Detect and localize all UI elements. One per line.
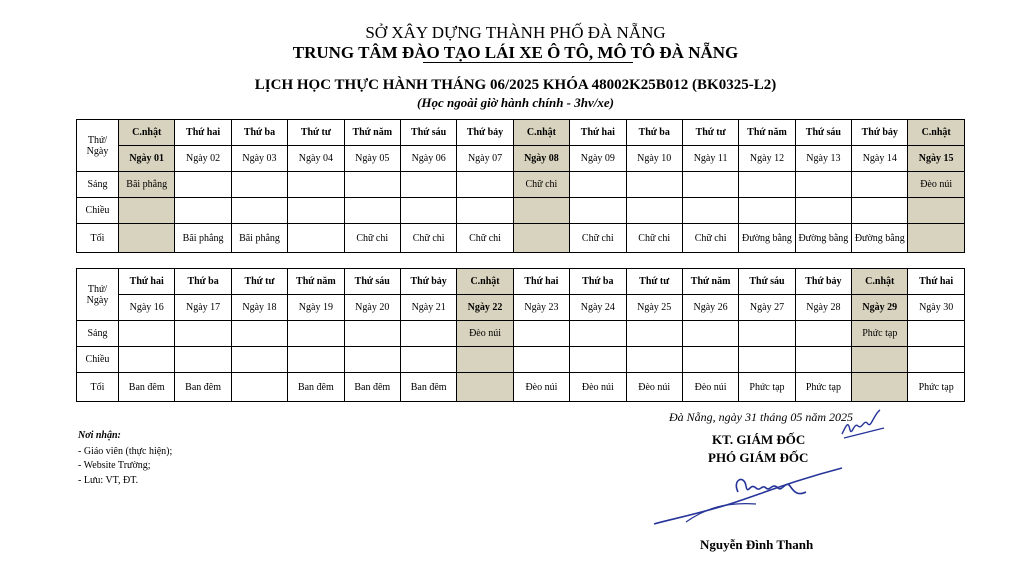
weekday-cell: Thứ ba xyxy=(175,269,231,295)
session-cell-morning xyxy=(795,321,851,347)
date-cell: Ngày 19 xyxy=(288,295,344,321)
session-cell-morning xyxy=(682,321,738,347)
session-label-evening: Tối xyxy=(77,224,119,253)
weekday-cell: Thứ ba xyxy=(626,120,682,146)
session-cell-evening: Chữ chi xyxy=(344,224,400,253)
date-cell: Ngày 24 xyxy=(570,295,626,321)
session-cell-afternoon xyxy=(175,347,231,373)
date-cell: Ngày 26 xyxy=(682,295,738,321)
session-cell-evening xyxy=(119,224,175,253)
session-cell-afternoon xyxy=(570,198,626,224)
session-cell-evening: Bãi phẳng xyxy=(175,224,231,253)
date-cell: Ngày 07 xyxy=(457,146,513,172)
weekday-cell: C.nhật xyxy=(513,120,569,146)
session-cell-afternoon xyxy=(457,347,513,373)
session-cell-afternoon xyxy=(682,198,738,224)
department-name: SỞ XÂY DỰNG THÀNH PHỐ ĐÀ NẴNG xyxy=(365,23,666,42)
session-cell-evening: Đèo núi xyxy=(626,373,682,402)
session-cell-morning xyxy=(682,172,738,198)
date-cell: Ngày 27 xyxy=(739,295,795,321)
schedule-table-2 xyxy=(76,268,965,402)
session-cell-afternoon xyxy=(288,198,344,224)
day-header-label: Thứ/ Ngày xyxy=(77,120,119,172)
weekday-cell: Thứ hai xyxy=(570,120,626,146)
date-cell: Ngày 18 xyxy=(231,295,287,321)
date-cell: Ngày 11 xyxy=(682,146,738,172)
place-date: Đà Nẵng, ngày 31 tháng 05 năm 2025 xyxy=(669,410,853,424)
weekday-cell: Thứ sáu xyxy=(739,269,795,295)
session-cell-afternoon xyxy=(626,198,682,224)
date-cell: Ngày 08 xyxy=(513,146,569,172)
signer-position-1: KT. GIÁM ĐỐC xyxy=(712,432,806,447)
date-cell: Ngày 09 xyxy=(570,146,626,172)
session-cell-afternoon xyxy=(344,198,400,224)
session-cell-afternoon xyxy=(739,198,795,224)
session-cell-evening: Phức tạp xyxy=(739,373,795,402)
session-cell-morning xyxy=(852,172,908,198)
session-cell-morning xyxy=(344,321,400,347)
session-label-afternoon: Chiều xyxy=(77,198,119,224)
session-cell-afternoon xyxy=(457,198,513,224)
session-label-morning: Sáng xyxy=(77,172,119,198)
session-cell-evening: Ban đêm xyxy=(344,373,400,402)
date-cell: Ngày 02 xyxy=(175,146,231,172)
session-cell-afternoon xyxy=(908,198,964,224)
weekday-cell: Thứ tư xyxy=(231,269,287,295)
session-cell-morning xyxy=(513,321,569,347)
session-cell-evening: Ban đêm xyxy=(175,373,231,402)
center-name: TRUNG TÂM ĐÀO TẠO LÁI XE Ô TÔ, MÔ TÔ ĐÀ NẴNG xyxy=(292,43,739,62)
header-underline xyxy=(423,62,633,63)
weekday-cell: C.nhật xyxy=(908,120,964,146)
recipient-item: - Lưu: VT, ĐT. xyxy=(78,475,139,486)
date-cell: Ngày 14 xyxy=(852,146,908,172)
session-label-afternoon: Chiều xyxy=(77,347,119,373)
session-cell-morning xyxy=(288,172,344,198)
weekday-cell: Thứ năm xyxy=(288,269,344,295)
date-cell: Ngày 05 xyxy=(344,146,400,172)
weekday-cell: Thứ bảy xyxy=(795,269,851,295)
session-cell-morning xyxy=(795,172,851,198)
session-cell-morning xyxy=(457,172,513,198)
session-cell-evening xyxy=(288,224,344,253)
session-cell-morning: Đèo núi xyxy=(908,172,964,198)
date-cell: Ngày 25 xyxy=(626,295,682,321)
date-cell: Ngày 28 xyxy=(795,295,851,321)
date-cell: Ngày 01 xyxy=(119,146,175,172)
session-label-evening: Tối xyxy=(77,373,119,402)
date-cell: Ngày 04 xyxy=(288,146,344,172)
session-cell-evening: Chữ chi xyxy=(400,224,456,253)
weekday-cell: Thứ bảy xyxy=(400,269,456,295)
session-cell-afternoon xyxy=(626,347,682,373)
session-cell-morning: Bãi phẳng xyxy=(119,172,175,198)
date-cell: Ngày 10 xyxy=(626,146,682,172)
session-cell-evening xyxy=(513,224,569,253)
session-cell-afternoon xyxy=(795,198,851,224)
weekday-cell: Thứ bảy xyxy=(457,120,513,146)
session-label-morning: Sáng xyxy=(77,321,119,347)
session-cell-morning xyxy=(231,321,287,347)
session-cell-afternoon xyxy=(852,347,908,373)
weekday-cell: Thứ sáu xyxy=(344,269,400,295)
session-cell-evening: Chữ chi xyxy=(457,224,513,253)
session-cell-evening: Chữ chi xyxy=(626,224,682,253)
session-cell-evening: Phức tạp xyxy=(908,373,964,402)
schedule-subtitle: (Học ngoài giờ hành chính - 3hv/xe) xyxy=(417,95,614,110)
session-cell-morning xyxy=(344,172,400,198)
session-cell-afternoon xyxy=(288,347,344,373)
session-cell-morning xyxy=(231,172,287,198)
weekday-cell: Thứ ba xyxy=(231,120,287,146)
date-cell: Ngày 20 xyxy=(344,295,400,321)
session-cell-morning xyxy=(739,321,795,347)
initials-mark xyxy=(838,408,888,442)
recipient-item: - Giáo viên (thực hiện); xyxy=(78,446,173,457)
date-cell: Ngày 06 xyxy=(400,146,456,172)
session-cell-evening: Đèo núi xyxy=(682,373,738,402)
session-cell-evening: Phức tạp xyxy=(795,373,851,402)
session-cell-afternoon xyxy=(231,198,287,224)
session-cell-evening: Đường bằng xyxy=(795,224,851,253)
date-cell: Ngày 13 xyxy=(795,146,851,172)
session-cell-morning xyxy=(175,172,231,198)
session-cell-morning xyxy=(119,321,175,347)
date-cell: Ngày 03 xyxy=(231,146,287,172)
session-cell-morning xyxy=(908,321,964,347)
session-cell-morning xyxy=(570,321,626,347)
date-cell: Ngày 17 xyxy=(175,295,231,321)
weekday-cell: Thứ hai xyxy=(908,269,964,295)
session-cell-afternoon xyxy=(175,198,231,224)
session-cell-morning xyxy=(626,172,682,198)
recipients-title: Nơi nhận: xyxy=(78,430,121,441)
session-cell-evening xyxy=(231,373,287,402)
weekday-cell: C.nhật xyxy=(457,269,513,295)
session-cell-afternoon xyxy=(344,347,400,373)
session-cell-morning: Chữ chi xyxy=(513,172,569,198)
session-cell-evening: Chữ chi xyxy=(682,224,738,253)
session-cell-afternoon xyxy=(795,347,851,373)
date-cell: Ngày 12 xyxy=(739,146,795,172)
session-cell-morning xyxy=(400,321,456,347)
weekday-cell: Thứ sáu xyxy=(795,120,851,146)
date-cell: Ngày 23 xyxy=(513,295,569,321)
session-cell-evening: Đèo núi xyxy=(513,373,569,402)
weekday-cell: C.nhật xyxy=(119,120,175,146)
weekday-cell: Thứ hai xyxy=(513,269,569,295)
weekday-cell: Thứ năm xyxy=(739,120,795,146)
date-cell: Ngày 15 xyxy=(908,146,964,172)
session-cell-morning: Phức tạp xyxy=(852,321,908,347)
session-cell-afternoon xyxy=(739,347,795,373)
session-cell-evening: Đường bằng xyxy=(852,224,908,253)
signer-position-2: PHÓ GIÁM ĐỐC xyxy=(708,450,809,465)
session-cell-morning xyxy=(626,321,682,347)
weekday-cell: Thứ hai xyxy=(119,269,175,295)
signature-mark xyxy=(646,462,852,534)
session-cell-morning xyxy=(288,321,344,347)
session-cell-afternoon xyxy=(513,347,569,373)
session-cell-evening xyxy=(457,373,513,402)
session-cell-evening: Đèo núi xyxy=(570,373,626,402)
session-cell-morning xyxy=(175,321,231,347)
date-cell: Ngày 16 xyxy=(119,295,175,321)
schedule-table-1 xyxy=(76,119,965,253)
session-cell-evening: Chữ chi xyxy=(570,224,626,253)
weekday-cell: Thứ sáu xyxy=(400,120,456,146)
session-cell-afternoon xyxy=(400,347,456,373)
session-cell-afternoon xyxy=(852,198,908,224)
session-cell-evening xyxy=(852,373,908,402)
session-cell-afternoon xyxy=(119,347,175,373)
date-cell: Ngày 30 xyxy=(908,295,964,321)
session-cell-afternoon xyxy=(570,347,626,373)
date-cell: Ngày 21 xyxy=(400,295,456,321)
session-cell-evening: Đường bằng xyxy=(739,224,795,253)
session-cell-evening: Ban đêm xyxy=(119,373,175,402)
session-cell-afternoon xyxy=(119,198,175,224)
weekday-cell: Thứ tư xyxy=(682,120,738,146)
signer-name: Nguyễn Đình Thanh xyxy=(700,537,814,552)
weekday-cell: Thứ tư xyxy=(288,120,344,146)
session-cell-afternoon xyxy=(231,347,287,373)
weekday-cell: Thứ năm xyxy=(344,120,400,146)
session-cell-afternoon xyxy=(400,198,456,224)
date-cell: Ngày 22 xyxy=(457,295,513,321)
session-cell-evening: Bãi phẳng xyxy=(231,224,287,253)
weekday-cell: Thứ bảy xyxy=(852,120,908,146)
session-cell-morning xyxy=(400,172,456,198)
session-cell-afternoon xyxy=(908,347,964,373)
session-cell-morning xyxy=(570,172,626,198)
day-header-label: Thứ/ Ngày xyxy=(77,269,119,321)
schedule-title: LỊCH HỌC THỰC HÀNH THÁNG 06/2025 KHÓA 48002K25B012 (BK0325-L2) xyxy=(254,77,777,93)
session-cell-afternoon xyxy=(682,347,738,373)
session-cell-evening: Ban đêm xyxy=(288,373,344,402)
session-cell-morning: Đèo núi xyxy=(457,321,513,347)
session-cell-morning xyxy=(739,172,795,198)
recipient-item: - Website Trường; xyxy=(78,460,151,471)
session-cell-afternoon xyxy=(513,198,569,224)
session-cell-evening: Ban đêm xyxy=(400,373,456,402)
weekday-cell: Thứ hai xyxy=(175,120,231,146)
weekday-cell: Thứ năm xyxy=(682,269,738,295)
session-cell-evening xyxy=(908,224,964,253)
weekday-cell: C.nhật xyxy=(852,269,908,295)
date-cell: Ngày 29 xyxy=(852,295,908,321)
weekday-cell: Thứ ba xyxy=(570,269,626,295)
weekday-cell: Thứ tư xyxy=(626,269,682,295)
